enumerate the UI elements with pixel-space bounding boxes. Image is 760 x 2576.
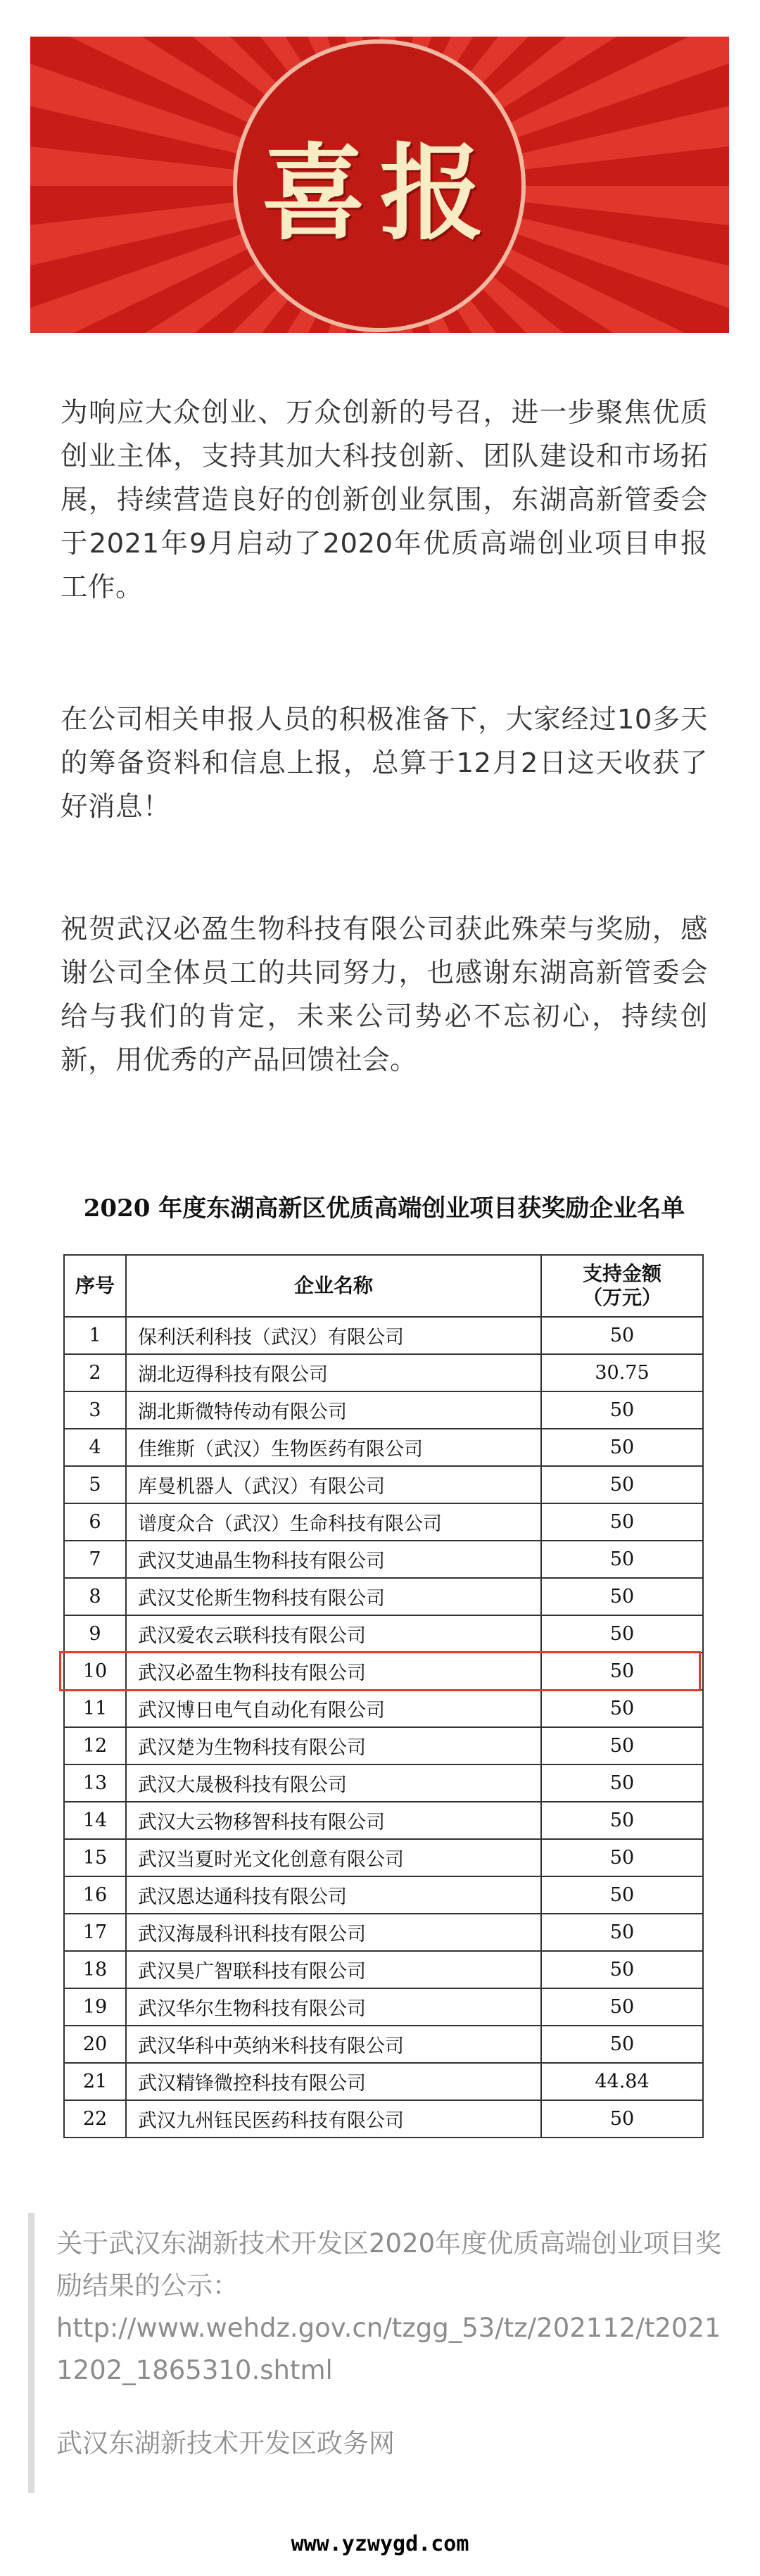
celebration-banner [30, 37, 729, 333]
cell-no: 19 [64, 1988, 126, 2026]
source-quote [56, 2223, 725, 2465]
cell-no: 5 [64, 1466, 126, 1503]
cell-amount: 50 [541, 1391, 703, 1429]
cell-no: 8 [64, 1578, 126, 1615]
cell-name: 保利沃利科技（武汉）有限公司 [126, 1317, 541, 1354]
cell-no: 17 [64, 1914, 126, 1951]
table-row [64, 1988, 703, 2026]
cell-amount: 50 [541, 1839, 703, 1876]
table-row [64, 1914, 703, 1951]
cell-amount: 50 [541, 1727, 703, 1764]
cell-no: 1 [64, 1317, 126, 1354]
cell-amount: 50 [541, 1653, 703, 1690]
cell-no: 14 [64, 1802, 126, 1839]
cell-name: 武汉艾迪晶生物科技有限公司 [126, 1541, 541, 1578]
table-row [64, 1802, 703, 1839]
table-row [64, 1764, 703, 1802]
table-row [64, 1466, 703, 1503]
cell-name: 武汉爱农云联科技有限公司 [126, 1615, 541, 1653]
table-body [64, 1317, 703, 2138]
cell-amount: 50 [541, 1914, 703, 1951]
cell-name: 武汉昊广智联科技有限公司 [126, 1951, 541, 1988]
table-row [64, 1615, 703, 1653]
cell-no: 11 [64, 1690, 126, 1727]
cell-name: 谱度众合（武汉）生命科技有限公司 [126, 1503, 541, 1541]
table-row [64, 1727, 703, 1764]
cell-amount: 50 [541, 1429, 703, 1466]
cell-name: 武汉必盈生物科技有限公司 [126, 1653, 541, 1690]
header-name: 企业名称 [126, 1255, 541, 1317]
banner-title: 喜报 [261, 131, 498, 254]
header-amount-unit: （万元） [582, 1286, 661, 1309]
cell-amount: 50 [541, 1988, 703, 2026]
cell-name: 武汉博日电气自动化有限公司 [126, 1690, 541, 1727]
table-row [64, 1578, 703, 1615]
table-row [64, 2026, 703, 2063]
cell-amount: 50 [541, 1764, 703, 1802]
table-header-row [64, 1255, 703, 1317]
table-row [64, 1876, 703, 1914]
table-row [64, 1391, 703, 1429]
cell-amount: 44.84 [541, 2063, 703, 2100]
header-no: 序号 [64, 1255, 126, 1317]
cell-no: 21 [64, 2063, 126, 2100]
cell-name: 武汉精锋微控科技有限公司 [126, 2063, 541, 2100]
header-amount [541, 1255, 703, 1317]
cell-amount: 50 [541, 1578, 703, 1615]
cell-name: 库曼机器人（武汉）有限公司 [126, 1466, 541, 1503]
table-row [64, 1653, 703, 1690]
table-row [64, 2063, 703, 2100]
cell-name: 武汉海晟科讯科技有限公司 [126, 1914, 541, 1951]
cell-amount: 50 [541, 1951, 703, 1988]
cell-no: 10 [64, 1653, 126, 1690]
cell-amount: 50 [541, 1615, 703, 1653]
cell-amount: 30.75 [541, 1354, 703, 1391]
cell-name: 武汉楚为生物科技有限公司 [126, 1727, 541, 1764]
cell-no: 7 [64, 1541, 126, 1578]
cell-name: 武汉大晟极科技有限公司 [126, 1764, 541, 1802]
table-title: 2020 年度东湖高新区优质高端创业项目获奖励企业名单 [83, 1194, 685, 1223]
header-amount-label: 支持金额 [582, 1262, 661, 1285]
cell-no: 6 [64, 1503, 126, 1541]
table-row [64, 1354, 703, 1391]
congratulation-paragraph: 祝贺武汉必盈生物科技有限公司获此殊荣与奖励，感谢公司全体员工的共同努力，也感谢东湖高新管委会给与我们的肯定，未来公司势必不忘初心，持续创新，用优秀的产品回馈社会。 [61, 914, 708, 1076]
cell-amount: 50 [541, 1466, 703, 1503]
quote-bar [28, 2213, 34, 2493]
cell-name: 佳维斯（武汉）生物医药有限公司 [126, 1429, 541, 1466]
cell-name: 武汉大云物移智科技有限公司 [126, 1802, 541, 1839]
cell-no: 13 [64, 1764, 126, 1802]
quote-source: 武汉东湖新技术开发区政务网 [56, 2428, 395, 2458]
cell-amount: 50 [541, 2100, 703, 2138]
table-row [64, 1839, 703, 1876]
cell-name: 湖北迈得科技有限公司 [126, 1354, 541, 1391]
cell-amount: 50 [541, 1802, 703, 1839]
cell-no: 20 [64, 2026, 126, 2063]
intro-paragraph: 为响应大众创业、万众创新的号召，进一步聚焦优质创业主体，支持其加大科技创新、团队建设和市场拓展，持续营造良好的创新创业氛围，东湖高新管委会于2021年9月启动了2020年优质高端创业项目申报工作。 [61, 397, 708, 603]
table-row [64, 2100, 703, 2138]
cell-no: 15 [64, 1839, 126, 1876]
cell-amount: 50 [541, 1876, 703, 1914]
cell-amount: 50 [541, 1503, 703, 1541]
quote-title: 关于武汉东湖新技术开发区2020年度优质高端创业项目奖励结果的公示： [56, 2228, 722, 2301]
cell-no: 22 [64, 2100, 126, 2138]
cell-no: 18 [64, 1951, 126, 1988]
cell-no: 12 [64, 1727, 126, 1764]
cell-amount: 50 [541, 2026, 703, 2063]
cell-name: 武汉恩达通科技有限公司 [126, 1876, 541, 1914]
quote-url[interactable]: http://www.wehdz.gov.cn/tzgg_53/tz/202112/t20211202_1865310.shtml [56, 2313, 721, 2385]
cell-amount: 50 [541, 1317, 703, 1354]
cell-no: 4 [64, 1429, 126, 1466]
cell-name: 武汉华尔生物科技有限公司 [126, 1988, 541, 2026]
table-row [64, 1951, 703, 1988]
cell-no: 9 [64, 1615, 126, 1653]
cell-name: 武汉华科中英纳米科技有限公司 [126, 2026, 541, 2063]
cell-name: 湖北斯微特传动有限公司 [126, 1391, 541, 1429]
cell-name: 武汉艾伦斯生物科技有限公司 [126, 1578, 541, 1615]
table-row [64, 1429, 703, 1466]
preparation-paragraph: 在公司相关申报人员的积极准备下，大家经过10多天的筹备资料和信息上报，总算于12月2日这天收获了好消息！ [61, 704, 708, 823]
cell-amount: 50 [541, 1690, 703, 1727]
table-row [64, 1317, 703, 1354]
cell-name: 武汉当夏时光文化创意有限公司 [126, 1839, 541, 1876]
cell-amount: 50 [541, 1541, 703, 1578]
table-row [64, 1541, 703, 1578]
cell-no: 2 [64, 1354, 126, 1391]
table-row [64, 1690, 703, 1727]
award-table [63, 1254, 704, 2138]
footer-watermark: www.yzwygd.com [291, 2532, 469, 2556]
cell-no: 3 [64, 1391, 126, 1429]
table-row [64, 1503, 703, 1541]
cell-name: 武汉九州钰民医药科技有限公司 [126, 2100, 541, 2138]
cell-no: 16 [64, 1876, 126, 1914]
